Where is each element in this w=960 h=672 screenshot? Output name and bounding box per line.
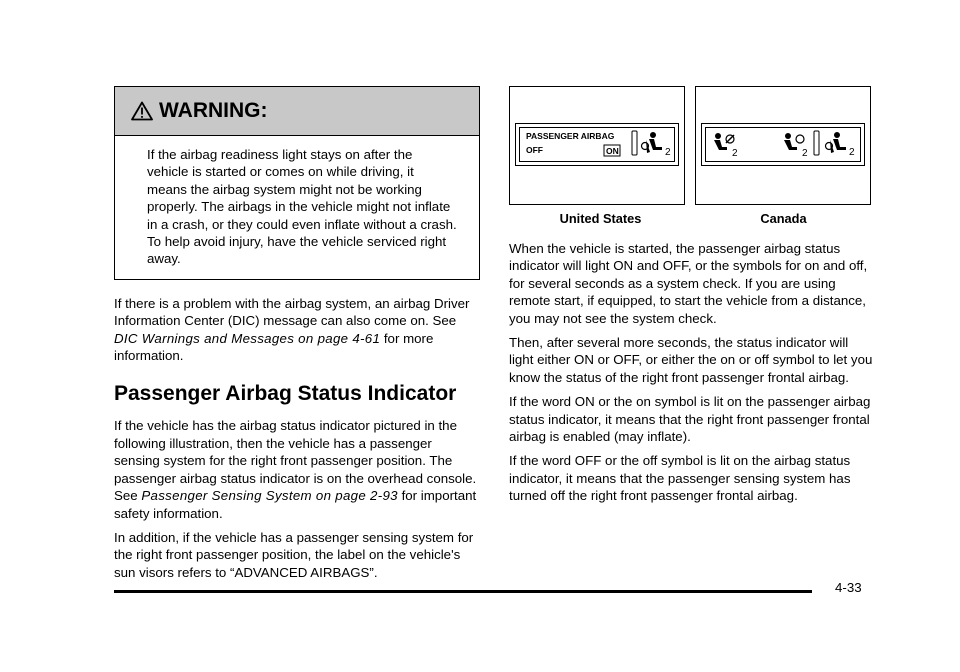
us-indicator-figure: [509, 86, 685, 205]
warning-triangle-icon: [131, 101, 153, 121]
passenger-airbag-label: PASSENGER AIRBAG: [526, 131, 615, 141]
left-column: [114, 86, 480, 581]
indicator-figures: [509, 86, 875, 205]
dic-paragraph-text: If there is a problem with the airbag system, an airbag Driver Information Center (DIC) message can also come on. See: [114, 295, 470, 329]
dic-paragraph-tail: for more information.: [114, 330, 434, 364]
canada-subscript-2: 2: [802, 148, 808, 159]
footer-rule: [114, 590, 812, 593]
seated-passenger-airbag-icon: [826, 132, 847, 153]
airbag-off-symbol-icon: [714, 133, 734, 150]
canada-indicator-graphic: [706, 128, 864, 159]
indicator-paragraph-text: If the vehicle has the airbag status indicator pictured in the following illustration, then the vehicle has a passenger sensing system for the right front passenger position. The passenger airbag status indicator is on the overhead console. See: [114, 418, 477, 504]
section-heading: Passenger Airbag Status Indicator: [114, 382, 457, 406]
on-label: ON: [606, 146, 619, 156]
warning-header: [115, 87, 479, 136]
right-column: [509, 86, 875, 505]
us-subscript: 2: [665, 147, 671, 158]
canada-subscript-1: 2: [732, 148, 738, 159]
figure-captions: [509, 211, 875, 226]
canada-caption: Canada: [760, 211, 807, 226]
seated-passenger-airbag-icon: [642, 132, 663, 153]
status-paragraph: Then, after several more seconds, the status indicator will light either ON or OFF, or either the on or off symbol to let you know the status of the right front passenger frontal airbag.: [509, 335, 873, 385]
warning-box: [114, 86, 480, 280]
off-label: OFF: [526, 145, 543, 155]
us-indicator-panel: [515, 123, 679, 166]
canada-subscript-3: 2: [849, 147, 855, 158]
system-check-paragraph: When the vehicle is started, the passenger airbag status indicator will light ON and OFF, or the symbols for on and off, for several seconds as a system check. If you are using remote start, if equipped, to start the vehicle from a distance, you may not see the system check.: [509, 241, 868, 326]
canada-indicator-figure: [695, 86, 871, 205]
warning-text: If the airbag readiness light stays on after the vehicle is started or comes on while driving, it means the airbag system might not be working properly. The airbags in the vehicle might not inflate in a crash, or they could even inflate without a crash. To help avoid injury, have the vehicle serviced right away.: [147, 147, 457, 267]
on-status-paragraph: If the word ON or the on symbol is lit on the passenger airbag status indicator, it means that the right front passenger frontal airbag is enabled (may inflate).: [509, 394, 871, 445]
us-caption: United States: [559, 211, 642, 226]
dic-cross-reference: DIC Warnings and Messages on page 4‑61: [114, 330, 381, 346]
off-status-paragraph: If the word OFF or the off symbol is lit on the airbag status indicator, it means that the passenger sensing system has turned off the right front passenger frontal airbag.: [509, 453, 851, 504]
indicator-paragraph: [114, 417, 480, 521]
passenger-sensing-reference: Passenger Sensing System on page 2‑93: [141, 488, 398, 504]
warning-title: WARNING:: [159, 99, 268, 122]
indicator-paragraph-tail: for important safety information.: [114, 488, 477, 521]
sun-visor-paragraph: In addition, if the vehicle has a passenger sensing system for the right front passenger position, the label on the vehicle's sun visors refers to “ADVANCED AIRBAGS”.: [114, 529, 474, 580]
airbag-on-symbol-icon: [784, 133, 804, 150]
page-number: 4-33: [835, 580, 862, 595]
us-indicator-graphic: [520, 128, 678, 159]
canada-indicator-panel: [701, 123, 865, 166]
dic-paragraph: [114, 295, 480, 365]
